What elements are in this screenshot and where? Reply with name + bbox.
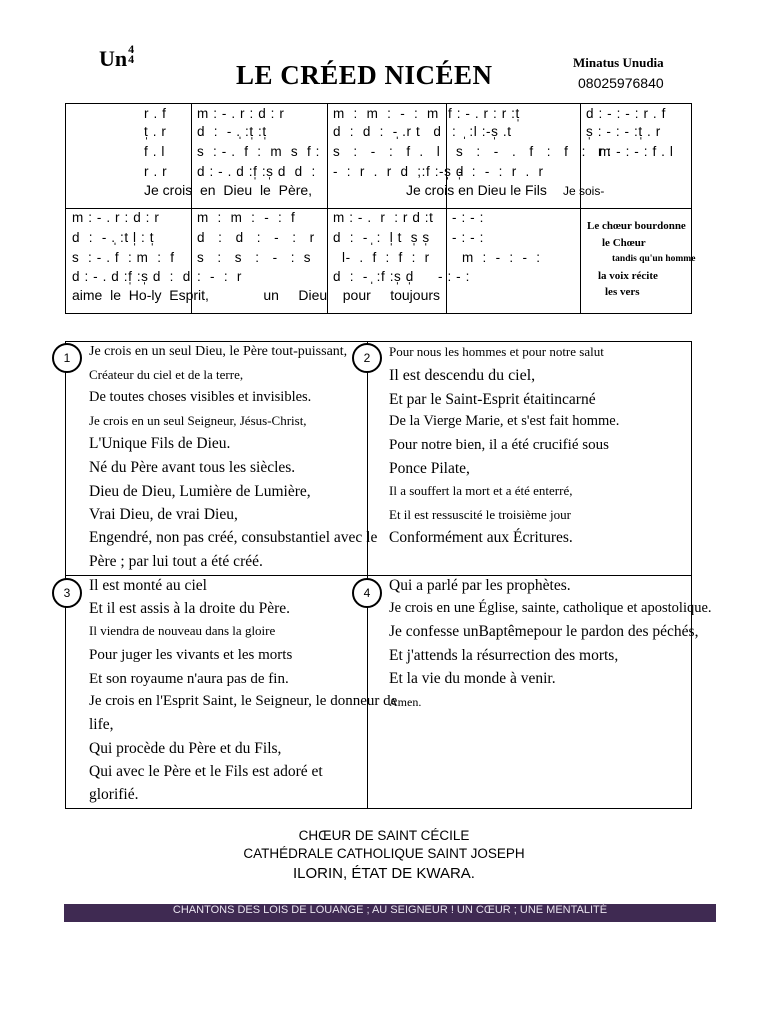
col-divider	[191, 104, 192, 313]
phone-number: 08025976840	[578, 75, 664, 91]
creed-line: Et son royaume n'aura pas de fin.	[89, 671, 289, 687]
solfa-line: m : - . r : d : r	[197, 106, 285, 121]
choir-name: CHŒUR DE SAINT CÉCILE	[298, 828, 470, 843]
creed-line: Ponce Pilate,	[389, 460, 470, 477]
creed-line: Il a souffert la mort et a été enterré,	[389, 483, 573, 498]
solfa-line: l- . f : f : r	[342, 250, 430, 265]
solfa-line: - : r . r d ;:f :-s̩ d̩	[333, 164, 464, 179]
creed-line: Pour juger les vivants et les morts	[89, 647, 293, 663]
creed-line: Je crois en un seul Seigneur, Jésus-Christ,	[89, 413, 307, 428]
solfa-line: r . r	[144, 164, 168, 179]
time-signature	[128, 44, 134, 64]
key-label: Un	[99, 46, 128, 71]
solfa-line: s : - . f : m : f	[72, 250, 175, 265]
composer-name: Minatus Unudia	[573, 55, 664, 70]
lyric-line: aime le Ho-ly Esprit, un Dieu pour toujours	[72, 287, 441, 303]
solfa-line: r . f	[144, 106, 167, 121]
performance-note: tandis qu'un homme	[612, 254, 696, 264]
creed-line: Et il est assis à la droite du Père.	[89, 600, 291, 617]
creed-text-table	[63, 341, 712, 809]
solfa-line: r : - : - : f . l	[598, 144, 674, 159]
performance-note: le Chœur	[602, 237, 646, 249]
solfa-line: s̩ : - : - :t̩ . r	[586, 124, 661, 139]
row-divider	[66, 208, 691, 209]
solfa-line: m : - . r : r d :t	[333, 210, 434, 225]
creed-line: Né du Père avant tous les siècles.	[89, 459, 296, 476]
location: ILORIN, ÉTAT DE KWARA.	[293, 865, 475, 882]
solfa-line: - : - :	[452, 210, 484, 225]
creed-line: Conformément aux Écritures.	[389, 529, 573, 546]
creed-line: Et j'attends la résurrection des morts,	[389, 647, 619, 664]
time-bottom: 4	[128, 52, 135, 66]
solfa-line: s : - . f : f : m	[456, 144, 611, 159]
music-score-table	[65, 103, 696, 314]
solfa-line: - : - : r . r	[458, 164, 544, 179]
section-number-3: 3	[52, 578, 82, 608]
creed-line: Amen.	[389, 695, 422, 709]
solfa-line: d : - ̩ : l̩ t s̩ s̩	[333, 230, 430, 245]
solfa-line: f . l	[144, 144, 166, 159]
solfa-line: m : m : - : m	[333, 106, 439, 121]
creed-line: Père ; par lui tout a été créé.	[89, 553, 263, 570]
performance-note: Le chœur bourdonne	[587, 220, 686, 232]
solfa-line: m : - . r : d : r	[72, 210, 160, 225]
creed-line: Pour nous les hommes et pour notre salut	[389, 344, 604, 359]
creed-line: glorifié.	[89, 786, 139, 803]
section-number-4: 4	[352, 578, 382, 608]
solfa-line: d : - . d :f̩ :s̩ d : d	[72, 269, 191, 284]
creed-line: Et par le Saint-Esprit étaitincarné	[389, 391, 596, 408]
col-divider	[580, 104, 581, 313]
creed-line: Qui avec le Père et le Fils est adoré et	[89, 763, 323, 780]
row-divider	[66, 575, 691, 576]
creed-line: Vrai Dieu, de vrai Dieu,	[89, 506, 238, 523]
creed-line: Engendré, non pas créé, consubstantiel avec le	[89, 529, 378, 546]
creed-line: Il est monté au ciel	[89, 577, 207, 594]
creed-line: De toutes choses visibles et invisibles.	[89, 389, 312, 405]
cathedral-name: CATHÉDRALE CATHOLIQUE SAINT JOSEPH	[243, 846, 525, 861]
solfa-line: d : - . d :f̩ :s̩ d d :	[197, 164, 316, 179]
time-top: 4	[128, 42, 135, 56]
motto-banner: CHANTONS DES LOIS DE LOUANGE ; AU SEIGNEUR ! UN CŒUR ; UNE MENTALITÉ	[64, 904, 716, 922]
solfa-line: d : - : - : r . f	[586, 106, 666, 121]
creed-line: Je crois en un seul Dieu, le Père tout-puissant,	[89, 344, 348, 359]
creed-line: Qui procède du Père et du Fils,	[89, 740, 282, 757]
solfa-line: - : - :	[438, 269, 470, 284]
section-number-2: 2	[352, 343, 382, 373]
solfa-line: f : - . r : r :t̩	[448, 106, 520, 121]
page-title: LE CRÉED NICÉEN	[236, 60, 493, 90]
creed-line: Et la vie du monde à venir.	[389, 670, 556, 687]
solfa-line: m : m : - : f	[197, 210, 296, 225]
solfa-line: s : - : f . l	[333, 144, 441, 159]
creed-line: Il est descendu du ciel,	[389, 367, 536, 384]
lyric-line: Je crois en Dieu le Père,	[144, 182, 313, 198]
creed-line: L'Unique Fils de Dieu.	[89, 435, 231, 452]
performance-note: les vers	[605, 286, 640, 298]
solfa-line: - : - :	[452, 230, 484, 245]
solfa-line: : ̩ :l :-s̩ .t	[452, 124, 512, 139]
col-divider	[327, 104, 328, 313]
lyric-line: Je crois en Dieu le Fils	[406, 182, 547, 198]
solfa-line: d : d : -̩ .r t d	[333, 124, 442, 139]
solfa-line: : - : r	[197, 269, 242, 284]
creed-line: Et il est ressuscité le troisième jour	[389, 507, 571, 522]
creed-line: Je crois en une Église, sainte, catholique et apostolique.	[389, 600, 712, 616]
solfa-line: d : - .̩ :t̩ :t̩	[197, 124, 267, 139]
performance-note: la voix récite	[598, 270, 658, 282]
creed-line: Créateur du ciel et de la terre,	[89, 367, 244, 382]
creed-line: Je crois en l'Esprit Saint, le Seigneur, le donneur de	[89, 693, 398, 709]
section-number-1: 1	[52, 343, 82, 373]
creed-line: Je confesse unBaptêmepour le pardon des péchés,	[389, 623, 699, 640]
solfa-line: d : d : - : r	[197, 230, 315, 245]
creed-line: Qui a parlé par les prophètes.	[389, 577, 571, 594]
creed-line: De la Vierge Marie, et s'est fait homme.	[389, 413, 620, 429]
solfa-line: d : - .̩ :t l̩ : t̩	[72, 230, 155, 245]
creed-line: Il viendra de nouveau dans la gloire	[89, 623, 276, 638]
solfa-line: s : - . f : m s f :	[197, 144, 321, 159]
solfa-line: m : - : - :	[462, 250, 541, 265]
lyric-line: Je sois-	[563, 184, 605, 198]
creed-line: Dieu de Dieu, Lumière de Lumière,	[89, 483, 311, 500]
solfa-line: d : - ̩ :f :s̩ d̩	[333, 269, 414, 284]
solfa-line: s : s : - : s	[197, 250, 312, 265]
key-signature	[99, 42, 135, 72]
creed-line: Pour notre bien, il a été crucifié sous	[389, 437, 609, 453]
solfa-line: t̩ . r	[144, 124, 167, 139]
creed-line: life,	[89, 716, 114, 733]
